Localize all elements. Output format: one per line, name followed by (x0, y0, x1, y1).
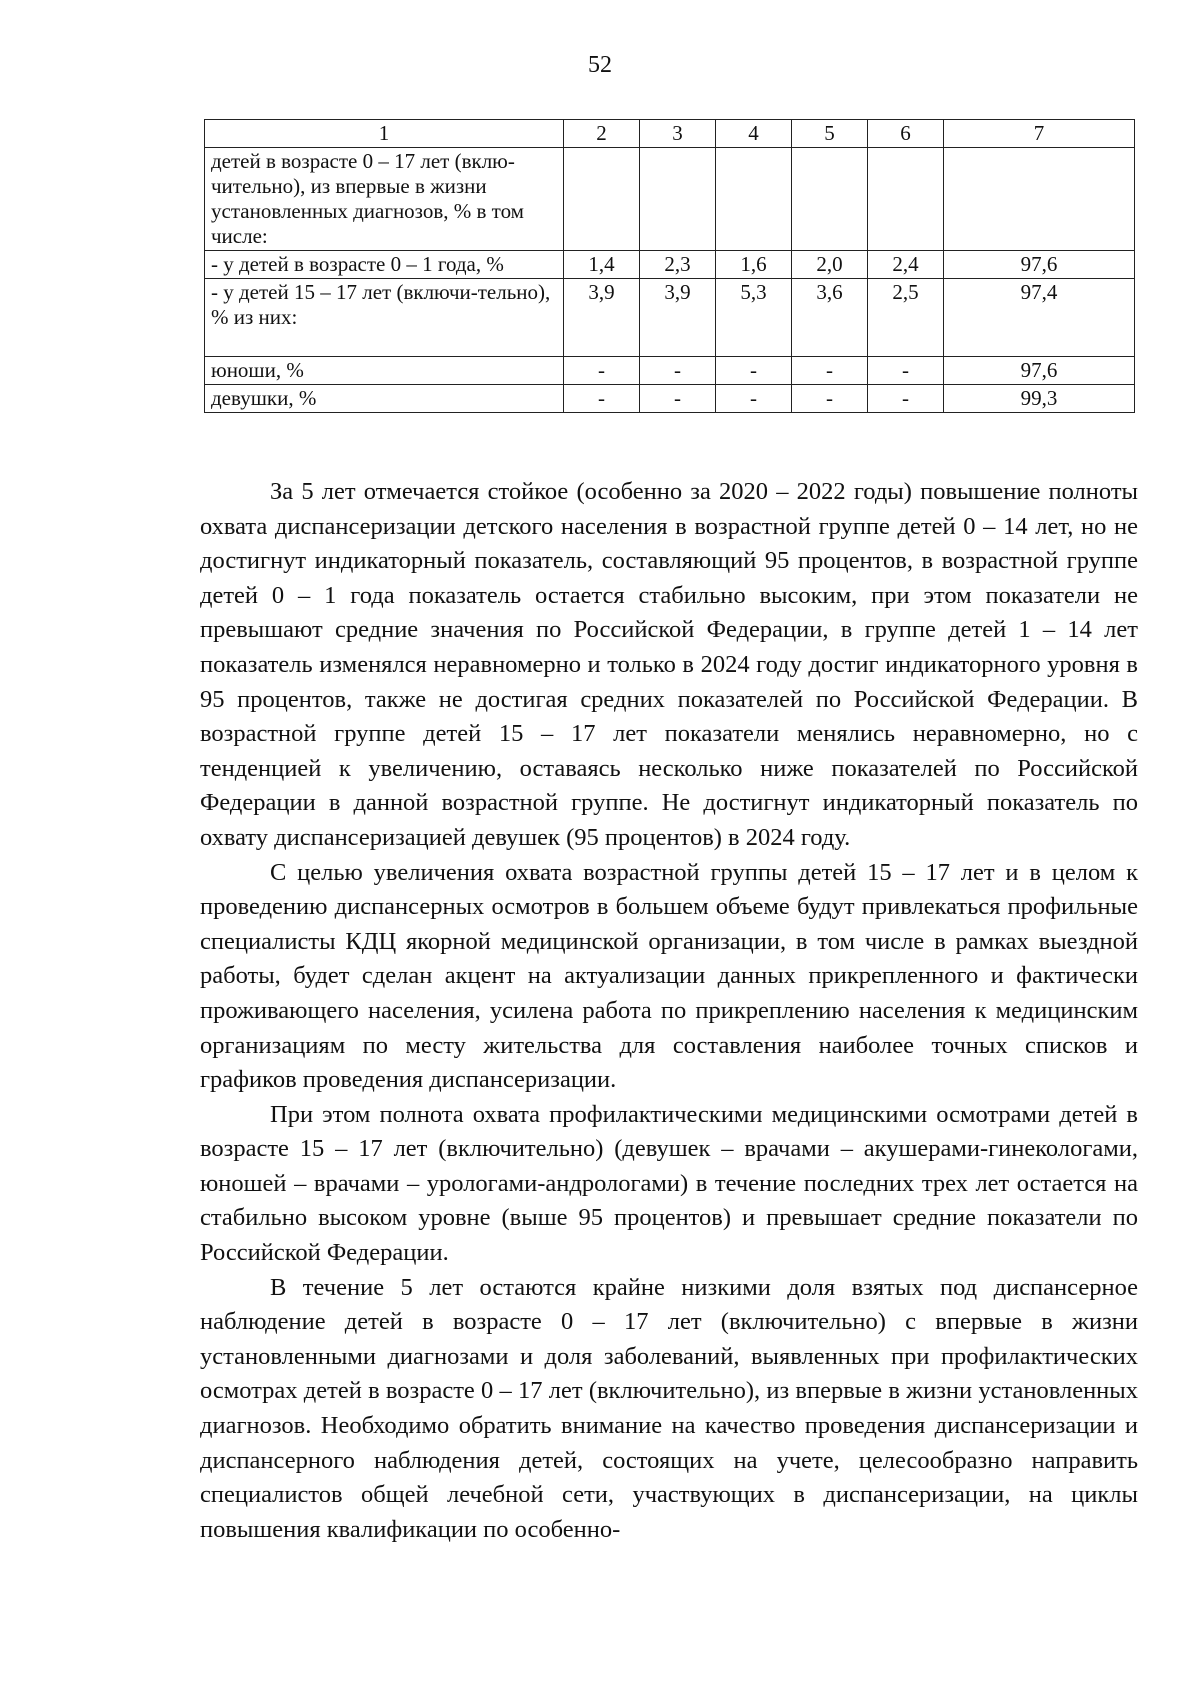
table-cell (716, 148, 792, 251)
page-number: 52 (588, 52, 612, 78)
table-cell: - (868, 357, 944, 385)
table-cell: 97,6 (944, 251, 1135, 279)
paragraph: При этом полнота охвата профилактическими медицинскими осмотрами детей в возрасте 15 – 17 лет (включительно) (девушек – врачами – акушерами-гинекологами, юношей – врачами – урологами-андрологами) в течение последних трех лет остается на стабильно высоком уровне (выше 95 процентов) и превышает средние показатели по Российской Федерации. (200, 1100, 1138, 1267)
data-table (204, 119, 1135, 413)
table-cell: - (716, 357, 792, 385)
row-label: девушки, % (205, 385, 564, 413)
column-header: 2 (564, 120, 640, 148)
table-cell: 2,4 (868, 251, 944, 279)
table-cell: 99,3 (944, 385, 1135, 413)
body-text (200, 475, 1138, 1547)
table-cell: - (868, 385, 944, 413)
row-label: - у детей 15 – 17 лет (включи-тельно), % из них: (205, 279, 564, 357)
table-row (205, 357, 1135, 385)
column-header: 4 (716, 120, 792, 148)
table-cell (868, 148, 944, 251)
row-label: юноши, % (205, 357, 564, 385)
table-cell: 97,4 (944, 279, 1135, 357)
table-header-row (205, 120, 1135, 148)
table-row (205, 251, 1135, 279)
table-cell: 3,9 (640, 279, 716, 357)
table-cell: 1,6 (716, 251, 792, 279)
table-cell: 97,6 (944, 357, 1135, 385)
table-cell: 2,0 (792, 251, 868, 279)
table-cell: - (640, 385, 716, 413)
column-header: 7 (944, 120, 1135, 148)
table-cell: 3,9 (564, 279, 640, 357)
table-cell: 2,5 (868, 279, 944, 357)
table-row (205, 148, 1135, 251)
row-label: детей в возрасте 0 – 17 лет (вклю-чительно), из впервые в жизни установленных диагнозов, % в том числе: (205, 148, 564, 251)
table-cell: - (716, 385, 792, 413)
table-cell: - (792, 357, 868, 385)
column-header: 5 (792, 120, 868, 148)
table-cell: - (640, 357, 716, 385)
table-cell: - (564, 357, 640, 385)
table-cell: - (564, 385, 640, 413)
paragraph: За 5 лет отмечается стойкое (особенно за 2020 – 2022 годы) повышение полноты охвата диспансеризации детского населения в возрастной группе детей 0 – 14 лет, но не достигнут индикаторный показатель, составляющий 95 процентов, в возрастной группе детей 0 – 1 года показатель остается стабильно высоким, при этом показатели не превышают средние значения по Российской Федерации, в группе детей 1 – 14 лет показатель изменялся неравномерно и только в 2024 году достиг индикаторного уровня в 95 процентов, также не достигая средних показателей по Российской Федерации. В возрастной группе детей 15 – 17 лет показатели менялись неравномерно, но с тенденцией к увеличению, оставаясь несколько ниже показателей по Российской Федерации в данной возрастной группе. Не достигнут индикаторный показатель по охвату диспансеризацией девушек (95 процентов) в 2024 году. (200, 478, 1138, 851)
paragraph: В течение 5 лет остаются крайне низкими доля взятых под диспансерное наблюдение детей в возрасте 0 – 17 лет (включительно) с впервые в жизни установленными диагнозами и доля заболеваний, выявленных при профилактических осмотрах детей в возрасте 0 – 17 лет (включительно), из впервые в жизни установленных диагнозов. Необходимо обратить внимание на качество проведения диспансеризации и диспансерного наблюдения детей, состоящих на учете, целесообразно направить специалистов общей лечебной сети, участвующих в диспансеризации, на циклы повышения квалификации по особенно- (200, 1273, 1138, 1543)
row-label: - у детей в возрасте 0 – 1 года, % (205, 251, 564, 279)
table-cell (944, 148, 1135, 251)
table-cell: 5,3 (716, 279, 792, 357)
column-header: 3 (640, 120, 716, 148)
table-cell: 1,4 (564, 251, 640, 279)
table-row (205, 385, 1135, 413)
column-header: 1 (205, 120, 564, 148)
column-header: 6 (868, 120, 944, 148)
paragraph: С целью увеличения охвата возрастной группы детей 15 – 17 лет и в целом к проведению диспансерных осмотров в большем объеме будут привлекаться профильные специалисты КДЦ якорной медицинской организации, в том числе в рамках выездной работы, будет сделан акцент на актуализации данных прикрепленного и фактически проживающего населения, усилена работа по прикреплению населения к медицинским организациям по месту жительства для составления наиболее точных списков и графиков проведения диспансеризации. (200, 858, 1138, 1094)
table-row (205, 279, 1135, 357)
table-cell: - (792, 385, 868, 413)
table-cell (564, 148, 640, 251)
table-cell (640, 148, 716, 251)
table-cell: 2,3 (640, 251, 716, 279)
table-cell: 3,6 (792, 279, 868, 357)
table-cell (792, 148, 868, 251)
